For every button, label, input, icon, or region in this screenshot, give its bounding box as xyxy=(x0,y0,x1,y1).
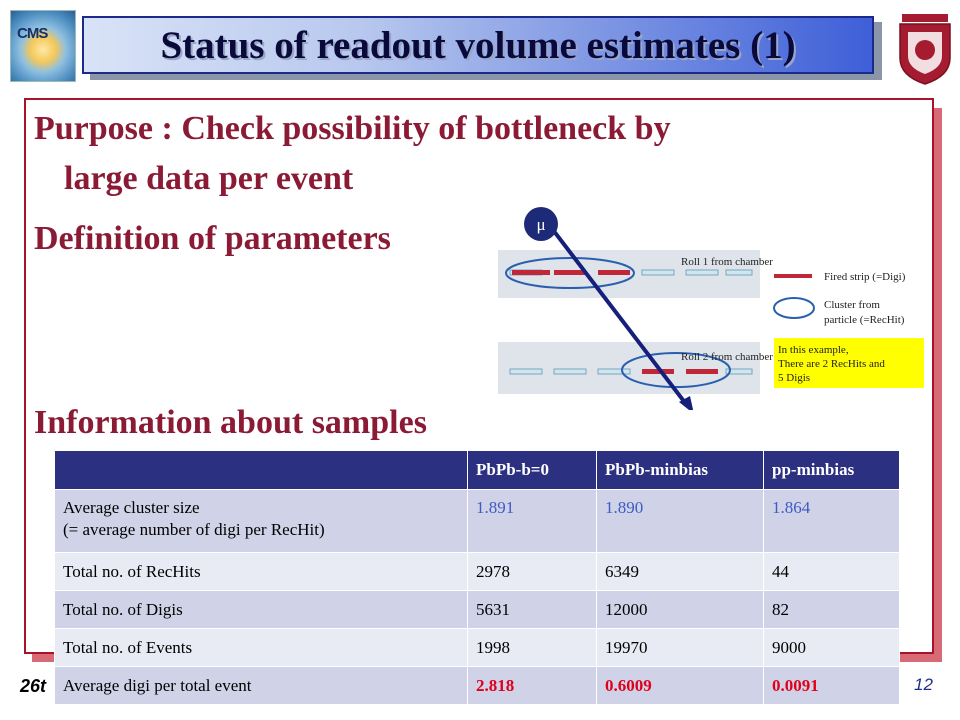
samples-table xyxy=(54,450,900,705)
legend-cluster-label-2: particle (=RecHit) xyxy=(824,314,905,326)
row-label xyxy=(55,490,468,553)
table-cell: 44 xyxy=(764,553,900,591)
table-row xyxy=(55,667,900,705)
legend-cluster-swatch xyxy=(774,298,814,318)
row-label-line-1: Average cluster size xyxy=(63,498,200,517)
example-line-2: There are 2 RecHits and xyxy=(778,358,885,370)
rpc-diagram xyxy=(498,200,928,410)
row-label: Total no. of RecHits xyxy=(55,553,468,591)
table-cell: 6349 xyxy=(597,553,764,591)
example-line-3: 5 Digis xyxy=(778,372,811,384)
header-cell-pbpb-minbias: PbPb-minbias xyxy=(597,451,764,490)
korea-university-logo xyxy=(896,10,954,86)
roll-2-chamber xyxy=(498,342,760,394)
header-cell-empty xyxy=(55,451,468,490)
information-heading: Information about samples xyxy=(34,404,427,441)
purpose-line-1: Purpose : Check possibility of bottleneck by xyxy=(34,110,671,147)
table-cell: 9000 xyxy=(764,629,900,667)
table-header-row xyxy=(55,451,900,490)
cms-logo xyxy=(10,10,76,82)
definition-heading: Definition of parameters xyxy=(34,220,391,257)
table-cell: 12000 xyxy=(597,591,764,629)
table-cell: 19970 xyxy=(597,629,764,667)
example-line-1: In this example, xyxy=(778,344,849,356)
table-cell: 1.864 xyxy=(764,490,900,553)
page-title: Status of readout volume estimates (1) xyxy=(160,23,796,67)
table-cell: 0.6009 xyxy=(597,667,764,705)
table-row xyxy=(55,490,900,553)
table-cell: 82 xyxy=(764,591,900,629)
roll-2-label: Roll 2 from chamber xyxy=(681,351,773,363)
row-label-line-2: (= average number of digi per RecHit) xyxy=(63,520,325,539)
row-label: Total no. of Events xyxy=(55,629,468,667)
header-cell-pbpb-b0: PbPb-b=0 xyxy=(468,451,597,490)
legend-fired-swatch xyxy=(774,274,812,278)
roll-1-label: Roll 1 from chamber xyxy=(681,256,773,268)
row-label: Total no. of Digis xyxy=(55,591,468,629)
cms-logo-text: CMS xyxy=(17,25,48,42)
table-cell: 1.890 xyxy=(597,490,764,553)
table-row xyxy=(55,591,900,629)
title-box xyxy=(82,16,874,74)
table-row xyxy=(55,629,900,667)
legend-cluster-label-1: Cluster from xyxy=(824,299,880,311)
table-cell: 5631 xyxy=(468,591,597,629)
table-cell: 2978 xyxy=(468,553,597,591)
page-number: 12 xyxy=(914,675,933,694)
table-cell: 1998 xyxy=(468,629,597,667)
table-cell: 2.818 xyxy=(468,667,597,705)
muon-label: μ xyxy=(536,215,546,234)
row-label: Average digi per total event xyxy=(55,667,468,705)
footer-left-text: 26t xyxy=(20,676,47,696)
purpose-line-2: large data per event xyxy=(64,160,354,197)
table-cell: 1.891 xyxy=(468,490,597,553)
table-cell: 0.0091 xyxy=(764,667,900,705)
header-cell-pp-minbias: pp-minbias xyxy=(764,451,900,490)
table-row xyxy=(55,553,900,591)
legend-fired-label: Fired strip (=Digi) xyxy=(824,271,906,283)
